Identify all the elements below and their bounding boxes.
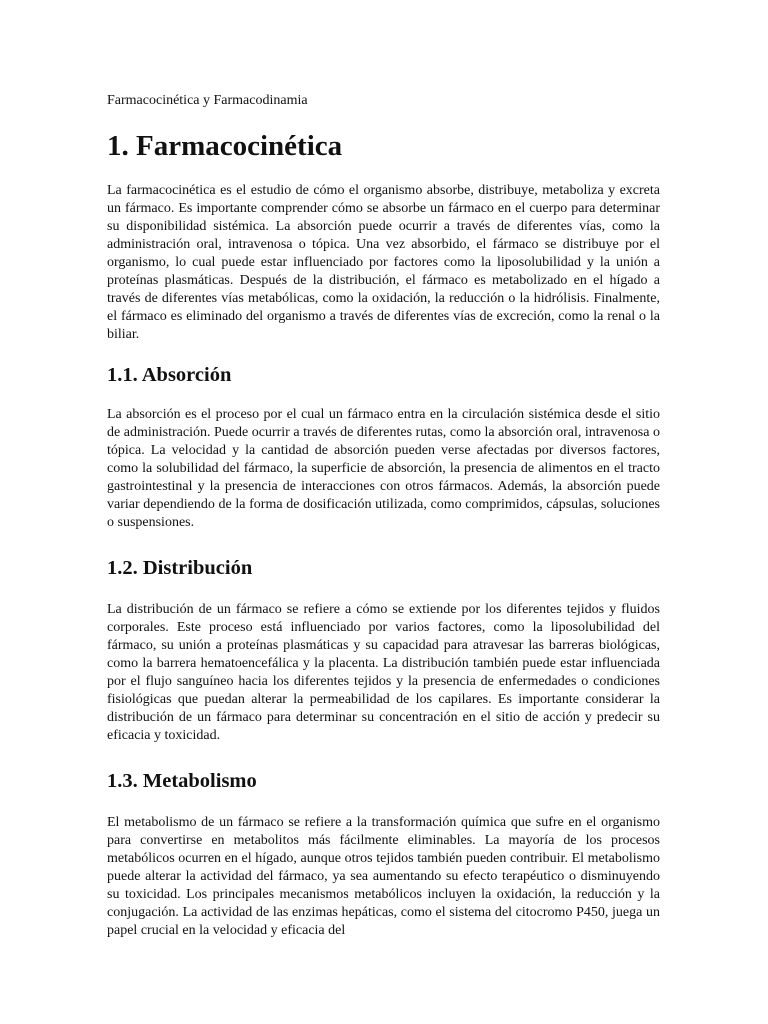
section-heading-distribucion: 1.2. Distribución [107,557,253,579]
section-body-distribucion: La distribución de un fármaco se refiere a cómo se extiende por los diferentes tejidos y fluidos corporales. Este proceso está influenciado por varios factores, como la liposolubilidad del fármaco, su unión a proteínas plasmáticas y su capacidad para atravesar las barreras biológicas, como la barrera hematoencefálica y la placenta. La distribución también puede estar influenciada por el flujo sanguíneo hacia los diferentes tejidos y la presencia de enfermedades o condiciones fisiológicas que puedan alterar la permeabilidad de los capilares. Es importante considerar la distribución de un fármaco para determinar su concentración en el sitio de acción y predecir su eficacia y toxicidad. [107,602,660,743]
section-body-absorcion: La absorción es el proceso por el cual un fármaco entra en la circulación sistémica desde el sitio de administración. Puede ocurrir a través de diferentes rutas, como la absorción oral, intravenosa o tópica. La velocidad y la cantidad de absorción pueden verse afectadas por diversos factores, como la solubilidad del fármaco, la superficie de absorción, la presencia de alimentos en el tracto gastrointestinal y la presencia de interacciones con otros fármacos. Además, la absorción puede variar dependiendo de la forma de dosificación utilizada, como comprimidos, cápsulas, soluciones o suspensiones. [107,407,660,530]
page-title: 1. Farmacocinética [107,130,343,162]
section-heading-absorcion: 1.1. Absorción [107,364,232,386]
document-header: Farmacocinética y Farmacodinamia [107,93,308,108]
section-heading-metabolismo: 1.3. Metabolismo [107,770,257,792]
document-page [107,92,660,940]
section-body-metabolismo: El metabolismo de un fármaco se refiere a la transformación química que sufre en el organismo para convertirse en metabolitos más fácilmente eliminables. La mayoría de los procesos metabólicos ocurren en el hígado, aunque otros tejidos también pueden contribuir. El metabolismo puede alterar la actividad del fármaco, ya sea aumentando su efecto terapéutico o disminuyendo su toxicidad. Los principales mecanismos metabólicos incluyen la oxidación, la reducción y la conjugación. La actividad de las enzimas hepáticas, como el sistema del citocromo P450, juega un papel crucial en la velocidad y eficacia del [107,815,660,938]
intro-paragraph: La farmacocinética es el estudio de cómo el organismo absorbe, distribuye, metaboliza y excreta un fármaco. Es importante comprender cómo se absorbe un fármaco en el cuerpo para determinar su disponibilidad sistémica. La absorción puede ocurrir a través de diferentes vías, como la administración oral, intravenosa o tópica. Una vez absorbido, el fármaco se distribuye por el organismo, lo cual puede estar influenciado por factores como la liposolubilidad y la unión a proteínas plasmáticas. Después de la distribución, el fármaco es metabolizado en el hígado a través de diferentes vías metabólicas, como la oxidación, la reducción o la hidrólisis. Finalmente, el fármaco es eliminado del organismo a través de diferentes vías de excreción, como la renal o la biliar. [107,183,660,342]
